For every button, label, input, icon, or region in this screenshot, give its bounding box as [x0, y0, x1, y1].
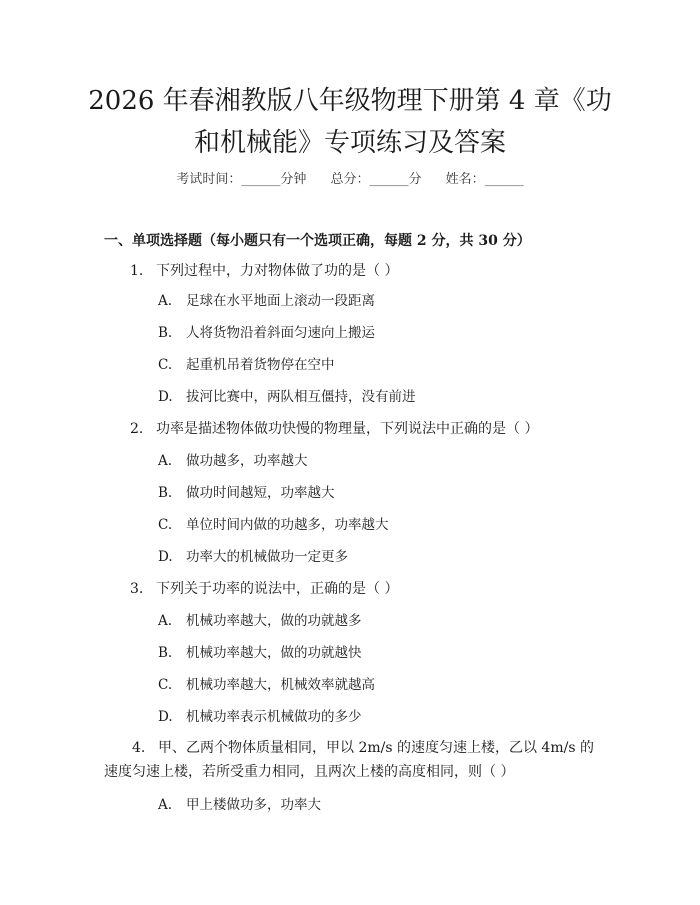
option-letter: C.	[158, 677, 173, 693]
option-text: 做功时间越短，功率越大	[186, 485, 335, 501]
question-2	[130, 418, 538, 440]
option-letter: A.	[158, 797, 173, 813]
question-text: 下列关于功率的说法中，正确的是（ ）	[156, 581, 399, 597]
section-heading-single-choice: 一、单项选择题（每小题只有一个选项正确，每题 2 分，共 30 分）	[104, 233, 531, 249]
question-4	[104, 736, 604, 784]
title-line-2: 和机械能》专项练习及答案	[193, 128, 506, 158]
option-4a	[158, 794, 321, 816]
option-text: 人将货物沿着斜面匀速向上搬运	[186, 325, 375, 341]
option-letter: C.	[158, 357, 173, 373]
option-letter: D.	[158, 389, 173, 405]
option-letter: D.	[158, 709, 173, 725]
question-number: 3.	[130, 581, 144, 597]
question-number: 1.	[130, 263, 144, 279]
question-number: 4.	[132, 740, 146, 756]
option-text: 功率大的机械做功一定更多	[186, 549, 348, 565]
question-number: 2.	[130, 421, 144, 437]
option-3c	[158, 674, 375, 696]
option-text: 甲上楼做功多，功率大	[186, 797, 321, 813]
student-name-field: 姓名：______	[445, 172, 524, 187]
option-2a	[158, 450, 308, 472]
option-3a	[158, 610, 362, 632]
option-letter: B.	[158, 325, 173, 341]
option-letter: A.	[158, 293, 173, 309]
option-2b	[158, 482, 335, 504]
question-text: 功率是描述物体做功快慢的物理量，下列说法中正确的是（ ）	[156, 421, 539, 437]
option-letter: B.	[158, 485, 173, 501]
option-text: 机械功率越大，做的功就越多	[186, 613, 362, 629]
option-2c	[158, 514, 389, 536]
option-letter: C.	[158, 517, 173, 533]
option-text: 机械功率表示机械做功的多少	[186, 709, 362, 725]
option-letter: B.	[158, 645, 173, 661]
option-1b	[158, 322, 375, 344]
option-text: 足球在水平地面上滚动一段距离	[186, 293, 375, 309]
title-line-1: 2026 年春湘教版八年级物理下册第 4 章《功	[88, 86, 612, 116]
option-text: 拔河比赛中，两队相互僵持，没有前进	[186, 389, 416, 405]
question-text: 甲、乙两个物体质量相同，甲以 2m/s 的速度匀速上楼，乙以 4m/s 的速度匀速上楼，若所受重力相同，且两次上楼的高度相同，则（ ）	[104, 740, 594, 780]
option-1a	[158, 290, 375, 312]
option-letter: D.	[158, 549, 173, 565]
total-score-field: 总分：______分	[330, 172, 422, 187]
document-title	[60, 80, 640, 164]
option-text: 机械功率越大，机械效率就越高	[186, 677, 375, 693]
option-3d	[158, 706, 362, 728]
question-text: 下列过程中，力对物体做了功的是（ ）	[156, 263, 399, 279]
exam-meta	[0, 168, 700, 187]
option-text: 机械功率越大，做的功就越快	[186, 645, 362, 661]
option-letter: A.	[158, 453, 173, 469]
option-letter: A.	[158, 613, 173, 629]
option-text: 单位时间内做的功越多，功率越大	[186, 517, 389, 533]
option-text: 做功越多，功率越大	[186, 453, 308, 469]
option-1d	[158, 386, 416, 408]
question-3	[130, 578, 398, 600]
option-2d	[158, 546, 348, 568]
question-1	[130, 260, 398, 282]
exam-time-field: 考试时间：______分钟	[176, 172, 307, 187]
option-text: 起重机吊着货物停在空中	[186, 357, 335, 373]
option-3b	[158, 642, 362, 664]
option-1c	[158, 354, 335, 376]
